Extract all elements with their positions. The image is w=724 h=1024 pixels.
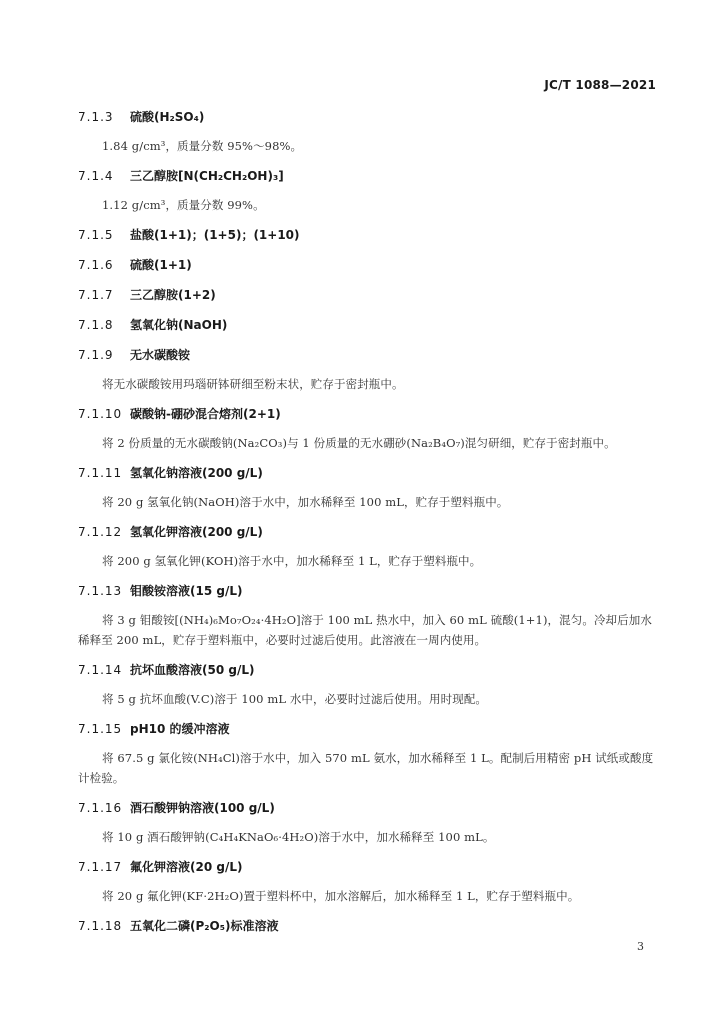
section-number: 7.1.9 xyxy=(78,348,114,362)
section xyxy=(78,523,660,571)
section xyxy=(78,316,660,335)
section xyxy=(78,405,660,453)
section-title: 三乙醇胺[N(CH₂CH₂OH)₃] xyxy=(130,169,284,183)
section-paragraph: 将 3 g 钼酸铵[(NH₄)₆Mo₇O₂₄·4H₂O]溶于 100 mL 热水中，加入 60 mL 硫酸(1+1)，混匀。冷却后加水稀释至 200 mL，贮存于塑料瓶中，必要时过滤后使用。此溶液在一周内使用。 xyxy=(78,613,652,647)
section-number: 7.1.15 xyxy=(78,722,123,736)
section-heading xyxy=(78,582,660,601)
section-heading xyxy=(78,108,660,127)
section-number: 7.1.4 xyxy=(78,169,114,183)
section-paragraph: 将 5 g 抗坏血酸(V.C)溶于 100 mL 水中，必要时过滤后使用。用时现配。 xyxy=(102,692,488,706)
section xyxy=(78,226,660,245)
section-title: 钼酸铵溶液(15 g/L) xyxy=(130,584,243,598)
section-heading xyxy=(78,167,660,186)
section-title: 五氧化二磷(P₂O₅)标准溶液 xyxy=(130,919,279,933)
section xyxy=(78,167,660,215)
section-heading xyxy=(78,226,660,245)
section-title: 硫酸(1+1) xyxy=(130,258,192,272)
section-number: 7.1.3 xyxy=(78,110,114,124)
section-title: 三乙醇胺(1+2) xyxy=(130,288,216,302)
section-number: 7.1.17 xyxy=(78,860,123,874)
section-heading xyxy=(78,720,660,739)
section-paragraph: 1.84 g/cm³，质量分数 95%～98%。 xyxy=(102,139,303,153)
section-title: 硫酸(H₂SO₄) xyxy=(130,110,205,124)
section-title: 无水碳酸铵 xyxy=(130,348,191,362)
section-number: 7.1.10 xyxy=(78,407,123,421)
section-number: 7.1.12 xyxy=(78,525,123,539)
section xyxy=(78,286,660,305)
section xyxy=(78,582,660,650)
section-paragraph: 将 20 g 氟化钾(KF·2H₂O)置于塑料杯中，加水溶解后，加水稀释至 1 L，贮存于塑料瓶中。 xyxy=(102,889,580,903)
section-title: 氢氧化钠(NaOH) xyxy=(130,318,228,332)
section-paragraph: 1.12 g/cm³，质量分数 99%。 xyxy=(102,198,265,212)
section-title: pH10 的缓冲溶液 xyxy=(130,722,230,736)
section-heading xyxy=(78,858,660,877)
section-paragraph: 将 2 份质量的无水碳酸钠(Na₂CO₃)与 1 份质量的无水硼砂(Na₂B₄O₇)混匀研细，贮存于密封瓶中。 xyxy=(102,436,616,450)
section-title: 氢氧化钾溶液(200 g/L) xyxy=(130,525,263,539)
section-paragraph: 将 67.5 g 氯化铵(NH₄Cl)溶于水中，加入 570 mL 氨水，加水稀释至 1 L。配制后用精密 pH 试纸或酸度计检验。 xyxy=(78,751,654,785)
section-number: 7.1.14 xyxy=(78,663,123,677)
section xyxy=(78,720,660,788)
section-title: 酒石酸钾钠溶液(100 g/L) xyxy=(130,801,275,815)
section-number: 7.1.18 xyxy=(78,919,123,933)
section-heading xyxy=(78,316,660,335)
section-number: 7.1.8 xyxy=(78,318,114,332)
section-title: 氟化钾溶液(20 g/L) xyxy=(130,860,243,874)
section-heading xyxy=(78,464,660,483)
section-heading xyxy=(78,799,660,818)
section-title: 抗坏血酸溶液(50 g/L) xyxy=(130,663,255,677)
section xyxy=(78,799,660,847)
section-number: 7.1.11 xyxy=(78,466,123,480)
section-number: 7.1.13 xyxy=(78,584,123,598)
section-heading xyxy=(78,346,660,365)
section xyxy=(78,346,660,394)
section-heading xyxy=(78,405,660,424)
section-title: 碳酸钠-硼砂混合熔剂(2+1) xyxy=(130,407,281,421)
section-number: 7.1.16 xyxy=(78,801,123,815)
section xyxy=(78,464,660,512)
section-paragraph: 将 20 g 氢氧化钠(NaOH)溶于水中，加水稀释至 100 mL，贮存于塑料瓶中。 xyxy=(102,495,509,509)
section-paragraph: 将无水碳酸铵用玛瑙研钵研细至粉末状，贮存于密封瓶中。 xyxy=(102,377,404,391)
section-heading xyxy=(78,286,660,305)
section xyxy=(78,661,660,709)
section-number: 7.1.6 xyxy=(78,258,114,272)
section-heading xyxy=(78,256,660,275)
document-code: JC/T 1088—2021 xyxy=(544,78,656,92)
section-paragraph: 将 200 g 氢氧化钾(KOH)溶于水中，加水稀释至 1 L，贮存于塑料瓶中。 xyxy=(102,554,482,568)
section-number: 7.1.5 xyxy=(78,228,114,242)
document-body xyxy=(78,108,660,936)
section xyxy=(78,256,660,275)
section-heading xyxy=(78,661,660,680)
section-title: 盐酸(1+1)；(1+5)；(1+10) xyxy=(130,228,300,242)
section xyxy=(78,858,660,906)
section-heading xyxy=(78,523,660,542)
section xyxy=(78,917,660,936)
section-title: 氢氧化钠溶液(200 g/L) xyxy=(130,466,263,480)
section xyxy=(78,108,660,156)
section-paragraph: 将 10 g 酒石酸钾钠(C₄H₄KNaO₆·4H₂O)溶于水中，加水稀释至 100 mL。 xyxy=(102,830,495,844)
section-heading xyxy=(78,917,660,936)
section-number: 7.1.7 xyxy=(78,288,114,302)
page-number: 3 xyxy=(637,940,644,953)
